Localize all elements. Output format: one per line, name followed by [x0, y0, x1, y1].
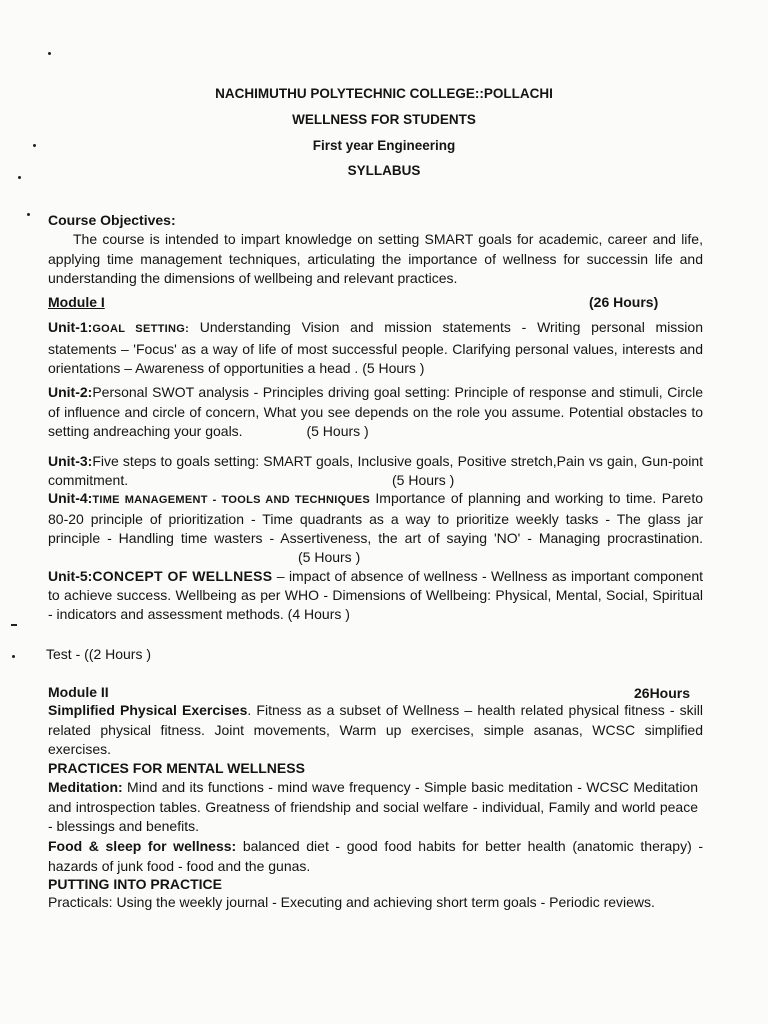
unit-4-label: Unit-4:: [48, 490, 93, 506]
exercises-title: Simplified Physical Exercises: [48, 702, 248, 718]
module-1-hours: (26 Hours): [589, 294, 659, 310]
food-text: balanced diet - good food habits for better health (anatomic therapy) - hazards of junk food - food and the gunas.: [48, 838, 704, 874]
module-2-hours: 26Hours: [634, 685, 691, 701]
unit-2: [48, 383, 703, 442]
unit-1-hours: (5 Hours ): [362, 360, 425, 377]
module-2-label: Module II: [48, 684, 109, 700]
unit-3-hours: (5 Hours ): [392, 472, 455, 488]
unit-1-title: GOAL SETTING:: [92, 323, 190, 335]
objectives-heading: Course Objectives:: [48, 212, 176, 228]
unit-4-text: Importance of planning and working to time. Pareto 80-20 principle of prioritization - Time quadrants as a way to prioritize weekly tasks - The glass jar principle - Handling time wasters - Assertiveness, the art of saying 'NO' - Managing procrastination.: [48, 490, 703, 546]
unit-1-label: Unit-1:: [48, 319, 93, 335]
unit-4: [48, 489, 703, 567]
food-block: [48, 837, 703, 876]
syllabus-label: SYLLABUS: [347, 163, 421, 178]
scan-mark: [11, 624, 17, 626]
scan-mark: [12, 655, 15, 658]
objectives-body: [48, 230, 703, 289]
test-line: Test - ((2 Hours ): [46, 646, 152, 662]
unit-5-text: – impact of absence of wellness - Wellness as important component to achieve success. Wellbeing as per WHO - Dimensions of Wellbeing: Physical, Mental, Social, Spiritual - indicators and assessment methods.: [48, 568, 704, 622]
unit-4-title: TIME MANAGEMENT - TOOLS AND TECHNIQUES: [92, 494, 370, 506]
food-title: Food & sleep for wellness:: [48, 838, 237, 854]
scan-mark: [48, 52, 51, 55]
practicals-text: Practicals: Using the weekly journal - Executing and achieving short term goals - Periodic reviews.: [48, 894, 655, 910]
exercises-block: [48, 701, 703, 760]
unit-3-label: Unit-3:: [48, 453, 93, 469]
unit-5-hours: (4 Hours ): [287, 606, 350, 622]
practices-heading: PRACTICES FOR MENTAL WELLNESS: [48, 760, 305, 776]
unit-2-text: Personal SWOT analysis - Principles driving goal setting: Principle of response and stimuli, Circle of influence and circle of concern, What you see depends on the role you assume. Potential obstacles to setting andreaching your goals.: [48, 384, 703, 440]
practicals-block: [48, 893, 703, 913]
unit-1-text: Understanding Vision and mission statements - Writing personal mission statements – 'Focus' as a way of life of most successful people. Clarifying personal values, interests and orientations – Awareness of opportunities a head .: [48, 319, 703, 377]
objectives-text: The course is intended to impart knowledge on setting SMART goals for academic, career and life, applying time management techniques, articulating the importance of wellness for successin life and understanding the dimensions of wellbeing and relevant practices.: [48, 231, 703, 287]
unit-5-title: CONCEPT OF WELLNESS: [92, 568, 273, 584]
unit-5: [48, 567, 703, 624]
unit-3-text: Five steps to goals setting: SMART goals, Inclusive goals, Positive stretch,Pain vs gain, Gun-point commitment.: [48, 453, 703, 488]
exercises-text: . Fitness as a subset of Wellness – health related physical fitness - skill related physical fitness. Joint movements, Warm up exercises, simple asanas, WCSC simplified exercises.: [48, 702, 704, 758]
unit-4-hours: (5 Hours ): [298, 549, 361, 565]
college-name: NACHIMUTHU POLYTECHNIC COLLEGE::POLLACHI: [215, 86, 553, 101]
putting-heading: PUTTING INTO PRACTICE: [48, 876, 222, 892]
unit-1: [48, 318, 703, 379]
year-label: First year Engineering: [312, 138, 456, 153]
unit-5-label: Unit-5:: [48, 568, 93, 584]
meditation-block: [48, 778, 698, 837]
course-title: WELLNESS FOR STUDENTS: [292, 112, 476, 127]
unit-2-label: Unit-2:: [48, 384, 93, 400]
unit-2-hours: (5 Hours ): [306, 423, 369, 440]
scan-mark: [27, 213, 30, 216]
unit-3: [48, 452, 703, 490]
module-1-label: Module I: [48, 294, 105, 310]
meditation-text: Mind and its functions - mind wave frequency - Simple basic meditation - WCSC Meditation and introspection tables. Greatness of friendship and social welfare - individual, Family and world peace - blessings and benefits.: [48, 779, 699, 835]
meditation-title: Meditation:: [48, 779, 123, 795]
